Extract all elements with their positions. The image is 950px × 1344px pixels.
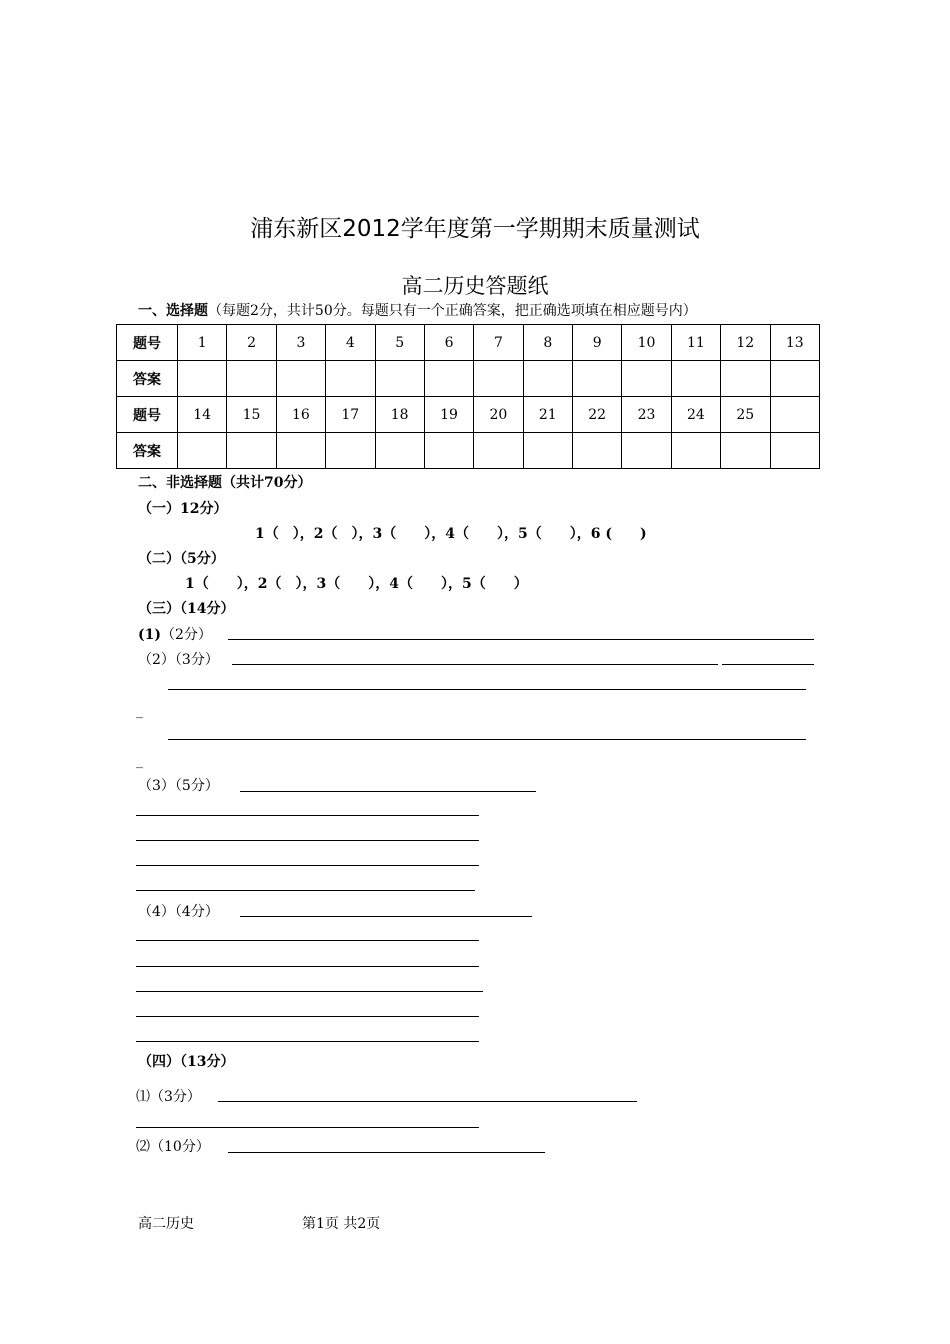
question-number: 22: [573, 397, 622, 433]
answer-cell[interactable]: [276, 433, 325, 469]
answer-line[interactable]: [218, 1101, 637, 1102]
answer-cell[interactable]: [375, 361, 424, 397]
answer-cell[interactable]: [326, 361, 375, 397]
answer-cell[interactable]: [573, 433, 622, 469]
page-title: 浦东新区2012学年度第一学期期末质量测试: [250, 216, 700, 242]
answer-line[interactable]: [228, 639, 814, 640]
answer-cell[interactable]: [474, 433, 523, 469]
question-number: 6: [424, 325, 473, 361]
part3-label: （三）（14分）: [138, 601, 235, 617]
answer-cell[interactable]: [523, 433, 572, 469]
question-number: 11: [671, 325, 720, 361]
number-row-2: [117, 397, 820, 433]
answer-cell[interactable]: [671, 361, 720, 397]
answer-line[interactable]: [240, 916, 532, 917]
question-number: 13: [770, 325, 820, 361]
answer-cell[interactable]: [375, 433, 424, 469]
part3-q3: （3）（5分）: [138, 778, 219, 794]
answer-line[interactable]: [240, 791, 536, 792]
answer-line[interactable]: [136, 1127, 479, 1128]
answer-line[interactable]: [168, 739, 806, 740]
answer-cell[interactable]: [424, 433, 473, 469]
question-number: 24: [671, 397, 720, 433]
answer-cell[interactable]: [178, 433, 227, 469]
question-number: 7: [474, 325, 523, 361]
answer-line[interactable]: [136, 991, 483, 992]
answer-line[interactable]: [722, 664, 814, 665]
question-number: 18: [375, 397, 424, 433]
page-subtitle: 高二历史答题纸: [401, 274, 549, 298]
answer-cell[interactable]: [276, 361, 325, 397]
answer-cell[interactable]: [474, 361, 523, 397]
footer-subject: 高二历史: [138, 1216, 194, 1232]
answer-line[interactable]: [136, 966, 479, 967]
answer-cell[interactable]: [721, 361, 770, 397]
answer-line[interactable]: [168, 689, 806, 690]
footer-page: 第1页 共2页: [302, 1216, 381, 1232]
answer-line[interactable]: [136, 865, 479, 866]
row-label: 答案: [117, 433, 178, 469]
part1-answers: 1（ ），2（ ），3（ ），4（ ），5（ ），6 ( ): [255, 526, 647, 542]
question-number: [770, 397, 820, 433]
row-label: 答案: [117, 361, 178, 397]
answer-cell[interactable]: [424, 361, 473, 397]
answer-line[interactable]: [136, 1016, 479, 1017]
question-number: 23: [622, 397, 671, 433]
q1-number: (1): [138, 627, 161, 643]
row-label: 题号: [117, 325, 178, 361]
number-row-1: [117, 325, 820, 361]
answer-cell[interactable]: [622, 361, 671, 397]
part1-label: （一）12分）: [138, 501, 228, 517]
question-number: 16: [276, 397, 325, 433]
question-number: 12: [721, 325, 770, 361]
answer-cell[interactable]: [671, 433, 720, 469]
answer-cell[interactable]: [770, 361, 820, 397]
question-number: 17: [326, 397, 375, 433]
section1-heading-line: [138, 300, 697, 320]
question-number: 1: [178, 325, 227, 361]
question-number: 15: [227, 397, 276, 433]
part3-q4: （4）（4分）: [138, 904, 219, 920]
question-number: 10: [622, 325, 671, 361]
dash-mark: _: [136, 703, 143, 719]
q1-score: （2分）: [161, 627, 212, 643]
answer-row-1: [117, 361, 820, 397]
answer-cell[interactable]: [326, 433, 375, 469]
answer-cell[interactable]: [178, 361, 227, 397]
question-number: 25: [721, 397, 770, 433]
answer-cell[interactable]: [721, 433, 770, 469]
question-number: 4: [326, 325, 375, 361]
answer-line[interactable]: [136, 840, 479, 841]
question-number: 20: [474, 397, 523, 433]
section2-heading: 二、非选择题（共计70分）: [138, 475, 312, 491]
row-label: 题号: [117, 397, 178, 433]
answer-line[interactable]: [228, 1152, 545, 1153]
part2-label: （二）（5分）: [138, 551, 225, 567]
question-number: 5: [375, 325, 424, 361]
answer-line[interactable]: [136, 1041, 479, 1042]
section1-heading: 一、选择题: [138, 303, 208, 319]
answer-cell[interactable]: [227, 433, 276, 469]
answer-cell[interactable]: [227, 361, 276, 397]
answer-row-2: [117, 433, 820, 469]
question-number: 21: [523, 397, 572, 433]
answer-grid: [116, 324, 820, 469]
part3-q1: [138, 624, 212, 644]
answer-cell[interactable]: [523, 361, 572, 397]
part3-q2: （2）（3分）: [138, 652, 219, 668]
answer-cell[interactable]: [622, 433, 671, 469]
dash-mark: _: [136, 753, 143, 769]
answer-line[interactable]: [136, 815, 479, 816]
part4-q1: ⑴（3分）: [136, 1089, 201, 1105]
answer-line[interactable]: [136, 890, 475, 891]
part4-label: （四）（13分）: [138, 1054, 235, 1070]
answer-line[interactable]: [136, 940, 479, 941]
part4-q2: ⑵（10分）: [136, 1139, 210, 1155]
question-number: 9: [573, 325, 622, 361]
answer-line[interactable]: [232, 664, 718, 665]
part2-answers: 1（ ），2（ ），3（ ），4（ ），5（ ）: [185, 576, 528, 592]
question-number: 8: [523, 325, 572, 361]
question-number: 14: [178, 397, 227, 433]
question-number: 2: [227, 325, 276, 361]
question-number: 3: [276, 325, 325, 361]
answer-cell[interactable]: [573, 361, 622, 397]
answer-cell[interactable]: [770, 433, 820, 469]
question-number: 19: [424, 397, 473, 433]
section1-note: （每题2分，共计50分。每题只有一个正确答案，把正确选项填在相应题号内）: [208, 303, 697, 319]
